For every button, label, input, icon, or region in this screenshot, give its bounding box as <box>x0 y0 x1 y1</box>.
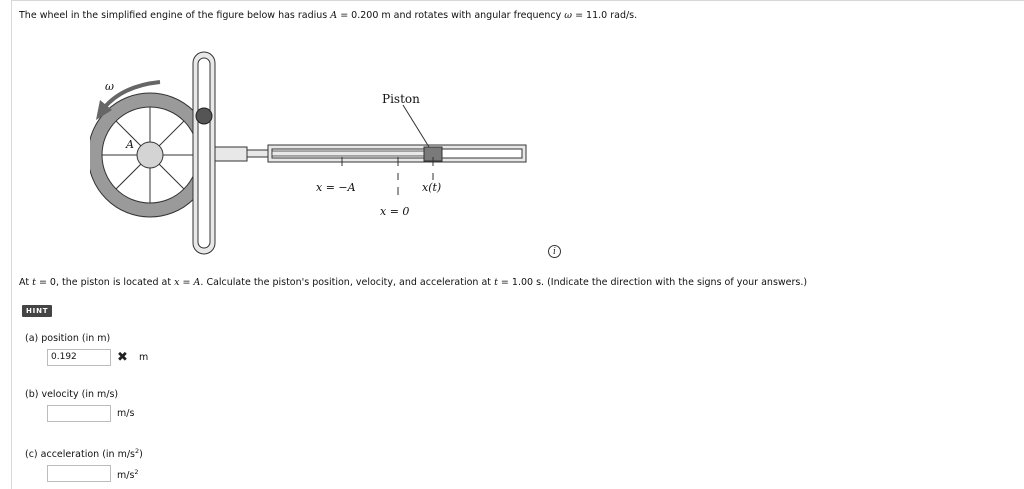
crank-pin <box>196 108 212 124</box>
connecting-rod-inner <box>272 151 424 156</box>
acceleration-answer-field[interactable] <box>47 465 111 482</box>
info-icon[interactable]: i <box>548 245 561 258</box>
x-zero-label: x = 0 <box>380 205 410 218</box>
engine-figure <box>90 50 530 265</box>
radius-label: A <box>126 138 134 151</box>
wheel-hub <box>137 142 163 168</box>
part-c-label: (c) acceleration (in $m/s^2$) <box>25 447 143 461</box>
part-b-label: (b) velocity (in m/s) <box>25 389 119 400</box>
position-ticks <box>342 157 433 195</box>
velocity-answer-field[interactable] <box>47 405 111 422</box>
incorrect-x-icon: ✖ <box>117 350 128 365</box>
piston-pointer <box>403 105 429 147</box>
piston-label: Piston <box>382 92 420 106</box>
omega-label: ω <box>105 80 114 93</box>
position-answer-field[interactable]: 0.192 <box>47 349 111 366</box>
acceleration-unit: $m/s^2$ <box>117 468 139 482</box>
instruction-text: At t = 0, the piston is located at x = A. Calculate the piston's position, velocity, and acceleration at t = 1.00 s. (Indicate the direction with the signs of your answers.) <box>19 277 808 288</box>
x-minus-a-label: x = −A <box>316 181 356 194</box>
content-border-top <box>11 0 1024 1</box>
hint-button[interactable]: HINT <box>22 305 52 317</box>
question-text: The wheel in the simplified engine of the figure below has radius A = 0.200 m and rotates with angular frequency ω = 11.0 rad/s. <box>19 10 638 21</box>
velocity-unit: m/s <box>117 408 135 419</box>
position-unit: m <box>139 352 149 363</box>
content-border-left <box>11 0 12 489</box>
yoke-slot-inner <box>198 58 210 248</box>
yoke-connector <box>215 147 247 161</box>
x-of-t-label: x(t) <box>422 181 442 194</box>
part-a-label: (a) position (in m) <box>25 333 111 344</box>
